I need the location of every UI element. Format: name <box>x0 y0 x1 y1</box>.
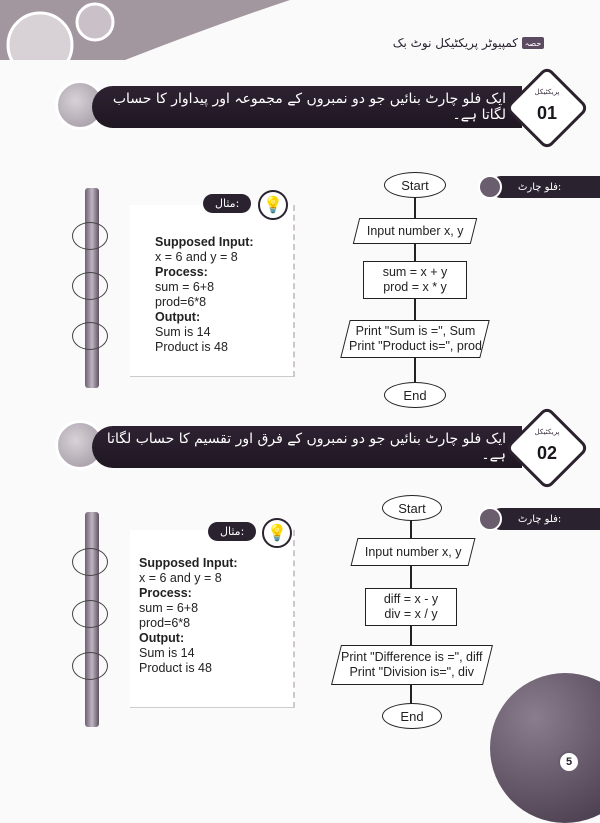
ring-decoration <box>72 652 108 680</box>
flow-end-text: End <box>400 708 424 724</box>
flow-input-text: Input number x, y <box>364 544 462 559</box>
process-heading: Process: <box>139 586 192 600</box>
flowchart-icon <box>478 175 502 199</box>
flow-start-2 <box>382 495 442 521</box>
flow-start-text: Start <box>401 177 429 193</box>
process-line: prod=6*8 <box>139 616 191 630</box>
input-value: x = 6 and y = 8 <box>139 571 222 585</box>
ring-decoration <box>72 222 108 250</box>
input-heading: Supposed Input: <box>155 235 254 249</box>
flow-end-text: End <box>403 387 427 403</box>
flow-end-2 <box>382 703 442 729</box>
practical-title-banner-1 <box>92 86 522 128</box>
output-heading: Output: <box>139 631 185 645</box>
page-number: 5 <box>558 751 580 773</box>
flow-start-text: Start <box>398 500 426 516</box>
flowchart-label-tag-1 <box>490 176 600 198</box>
chapter-badge: حصہ <box>522 37 544 49</box>
flow-process-line: diff = x - y <box>383 592 439 606</box>
flow-input-2 <box>351 538 476 566</box>
flow-input-1 <box>353 218 477 244</box>
process-heading: Process: <box>155 265 208 279</box>
flow-start-1 <box>384 172 446 198</box>
flow-process-line: prod = x * y <box>383 280 447 294</box>
practical-label-2: پریکٹیکل <box>534 428 560 436</box>
book-title-text: کمپیوٹر پریکٹیکل نوٹ بک <box>392 36 518 50</box>
corner-decoration <box>490 673 600 823</box>
flow-output-2 <box>331 645 493 685</box>
flow-output-line: Print "Sum is =", Sum <box>355 324 475 338</box>
flow-process-line: sum = x + y <box>382 265 448 279</box>
output-heading: Output: <box>155 310 201 324</box>
output-line: Sum is 14 <box>155 325 211 339</box>
flow-output-line: Print "Division is=", div <box>349 665 475 679</box>
practical-title-1: ایک فلو چارٹ بنائیں جو دو نمبروں کے مجموعہ اور پیداوار کا حساب لگاتا ہے۔ <box>112 91 506 123</box>
flowchart-label-2: فلو چارٹ: <box>518 513 562 525</box>
lightbulb-icon: 💡 <box>258 190 288 220</box>
practical-number-2: 02 <box>536 443 558 463</box>
lightbulb-icon: 💡 <box>262 518 292 548</box>
practical-label-1: پریکٹیکل <box>534 88 560 96</box>
flow-output-text <box>341 650 482 680</box>
practical-title-banner-2 <box>92 426 522 468</box>
flow-process-1 <box>363 261 467 299</box>
practical-number-1: 01 <box>536 103 558 123</box>
book-title <box>393 36 544 50</box>
input-value: x = 6 and y = 8 <box>155 250 238 264</box>
example-label-2: مثال: <box>208 522 256 541</box>
flowchart-icon <box>478 507 502 531</box>
flow-process-2 <box>365 588 457 626</box>
flow-end-1 <box>384 382 446 408</box>
practical-title-2: ایک فلو چارٹ بنائیں جو دو نمبروں کے فرق اور تقسیم کا حساب لگاتا ہے۔ <box>106 431 506 463</box>
output-line: Sum is 14 <box>139 646 195 660</box>
ring-decoration <box>72 272 108 300</box>
output-line: Product is 48 <box>139 661 212 675</box>
process-line: sum = 6+8 <box>139 601 199 615</box>
flow-process-line: div = x / y <box>384 607 438 621</box>
ring-decoration <box>72 600 108 628</box>
output-line: Product is 48 <box>155 340 228 354</box>
example-content-2 <box>139 556 238 676</box>
flow-output-line: Print "Product is=", prod <box>348 339 482 353</box>
flowchart-label-1: فلو چارٹ: <box>518 181 562 193</box>
ring-decoration <box>72 548 108 576</box>
header-decoration <box>0 0 600 60</box>
input-heading: Supposed Input: <box>139 556 238 570</box>
flow-output-text <box>349 324 482 354</box>
ring-decoration <box>72 322 108 350</box>
example-content-1 <box>155 235 254 355</box>
flow-output-1 <box>340 320 489 358</box>
process-line: sum = 6+8 <box>155 280 215 294</box>
flowchart-label-tag-2 <box>490 508 600 530</box>
flow-input-text: Input number x, y <box>366 223 464 238</box>
example-label-1: مثال: <box>203 194 251 213</box>
process-line: prod=6*8 <box>155 295 207 309</box>
flow-output-line: Print "Difference is =", diff <box>341 650 483 664</box>
